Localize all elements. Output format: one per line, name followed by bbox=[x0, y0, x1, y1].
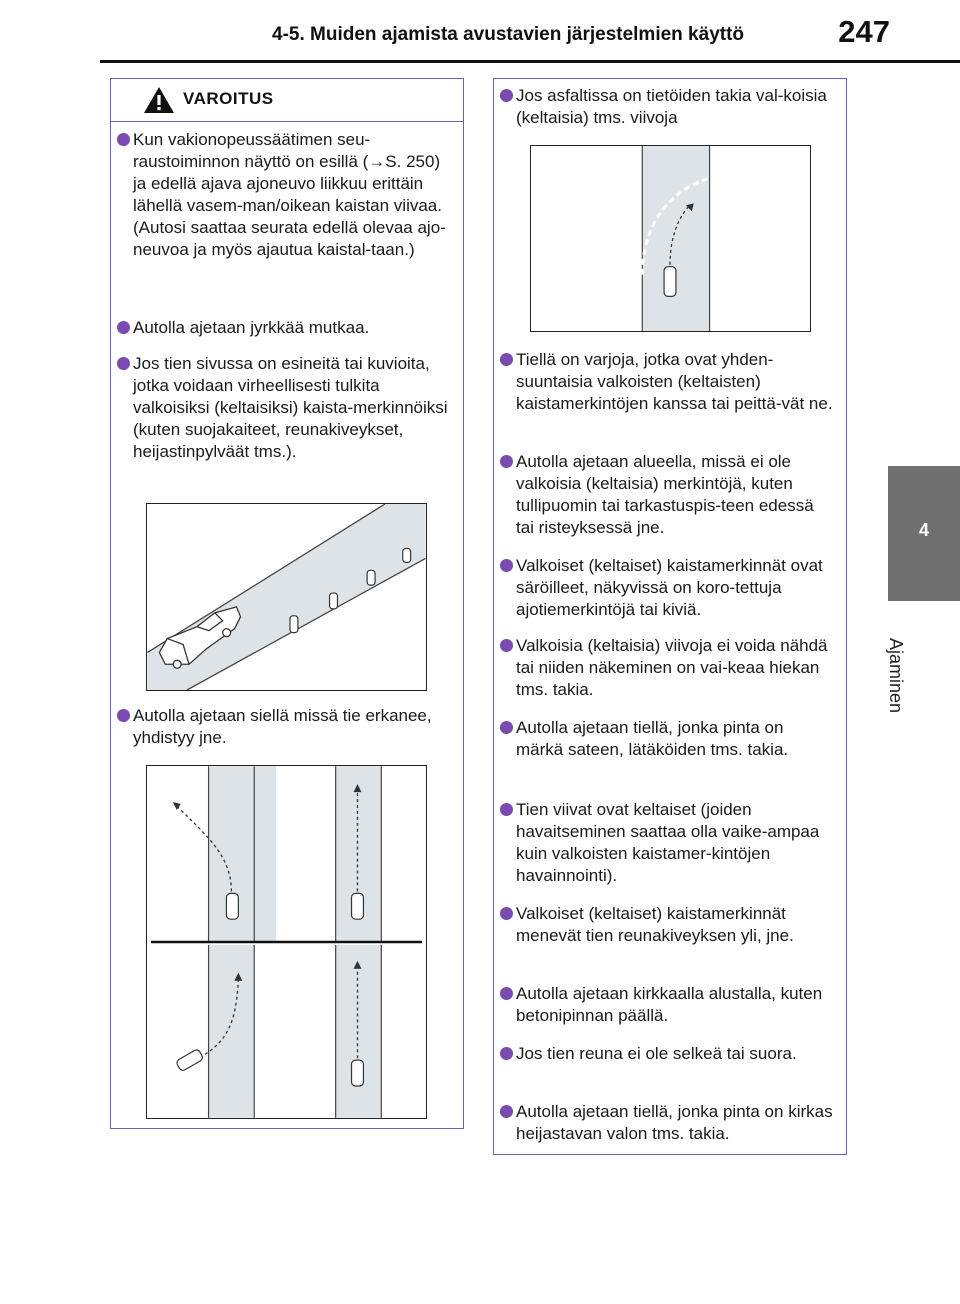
warning-panel-left bbox=[110, 78, 464, 1129]
list-item bbox=[516, 903, 834, 947]
list-item bbox=[133, 705, 451, 749]
bullet-icon bbox=[500, 987, 513, 1000]
chapter-number: 4 bbox=[918, 520, 929, 540]
list-item-text: Tiellä on varjoja, jotka ovat yhden-suuntaisia valkoisten (keltaisten) kaistamerkintöjen kanssa tai peittä-vät ne. bbox=[516, 350, 833, 413]
bullet-icon bbox=[500, 455, 513, 468]
list-item-text: Autolla ajetaan tiellä, jonka pinta on märkä sateen, lätäköiden tms. takia. bbox=[516, 718, 789, 759]
bullet-icon bbox=[117, 357, 130, 370]
bullet-icon bbox=[500, 1105, 513, 1118]
list-item-text: Jos tien sivussa on esineitä tai kuvioita, jotka voidaan virheellisesti tulkita valkoisiksi (keltaisiksi) kaista-merkinnöiksi (kuten suojakaiteet, reunakiveykset, heijastinpylväät tms.). bbox=[133, 354, 448, 461]
list-item bbox=[516, 635, 834, 701]
list-item-text: Autolla ajetaan tiellä, jonka pinta on kirkas heijastavan valon tms. takia. bbox=[516, 1102, 833, 1143]
list-item bbox=[516, 983, 834, 1027]
list-item bbox=[516, 85, 834, 129]
list-item-text: Autolla ajetaan siellä missä tie erkanee, yhdistyy jne. bbox=[133, 706, 432, 747]
bullet-icon bbox=[500, 639, 513, 652]
list-item-text: Jos asfaltissa on tietöiden takia val-koisia (keltaisia) tms. viivoja bbox=[516, 86, 827, 127]
list-item bbox=[516, 717, 834, 761]
list-item-text: Valkoisia (keltaisia) viivoja ei voida nähdä tai niiden näkeminen on vai-keaa hiekan tms. takia. bbox=[516, 636, 828, 699]
bullet-icon bbox=[500, 89, 513, 102]
list-item bbox=[133, 129, 451, 261]
warning-header bbox=[111, 79, 463, 122]
bullet-icon bbox=[500, 907, 513, 920]
list-item bbox=[516, 1101, 834, 1145]
warning-label: VAROITUS bbox=[183, 89, 274, 108]
bullet-icon bbox=[500, 721, 513, 734]
asphalt-lines-illustration bbox=[530, 145, 811, 332]
road-split-merge-illustration bbox=[146, 765, 427, 1119]
list-item bbox=[516, 799, 834, 887]
roadside-poles-illustration bbox=[146, 503, 427, 691]
list-item bbox=[133, 353, 451, 463]
list-item-text: Autolla ajetaan jyrkkää mutkaa. bbox=[133, 318, 370, 337]
list-item-text: Autolla ajetaan kirkkaalla alustalla, kuten betonipinnan päällä. bbox=[516, 984, 823, 1025]
list-item bbox=[516, 451, 834, 539]
list-item bbox=[516, 349, 834, 415]
list-item-text: Autolla ajetaan alueella, missä ei ole valkoisia (keltaisia) merkintöjä, kuten tullipuomin tai tarkastuspis-teen edessä tai risteyksessä jne. bbox=[516, 452, 814, 537]
list-item-text: Valkoiset (keltaiset) kaistamerkinnät ovat säröilleet, näkyvissä on koro-tettuja ajotiemerkintöjä tai kiviä. bbox=[516, 556, 823, 619]
list-item bbox=[133, 317, 451, 339]
bullet-icon bbox=[117, 321, 130, 334]
list-item-text: Kun vakionopeussäätimen seu-raustoiminnon näyttö on esillä (→S. 250) ja edellä ajava ajoneuvo liikkuu erittäin lähellä vasem-man/oikean kaistan viivaa. (Autosi saattaa seurata edellä olevaa ajo-neuvoa ja myös ajautua kaistal-taan.) bbox=[133, 130, 446, 259]
list-item-text: Tien viivat ovat keltaiset (joiden havaitseminen saattaa olla vaike-ampaa kuin valkoisten kaistamer-kintöjen havainnointi). bbox=[516, 800, 820, 885]
bullet-icon bbox=[117, 133, 130, 146]
list-item-text: Jos tien reuna ei ole selkeä tai suora. bbox=[516, 1044, 797, 1063]
bullet-icon bbox=[500, 559, 513, 572]
section-title: 4-5. Muiden ajamista avustavien järjestelmien käyttö bbox=[272, 24, 745, 45]
warning-panel-right bbox=[493, 78, 847, 1155]
warning-triangle-icon bbox=[143, 86, 175, 114]
bullet-icon bbox=[117, 709, 130, 722]
list-item bbox=[516, 555, 834, 621]
list-item-text: Valkoiset (keltaiset) kaistamerkinnät menevät tien reunakiveyksen yli, jne. bbox=[516, 904, 794, 945]
chapter-title: Ajaminen bbox=[886, 638, 906, 714]
header-rule bbox=[100, 60, 960, 63]
bullet-icon bbox=[500, 1047, 513, 1060]
list-item bbox=[516, 1043, 834, 1065]
bullet-icon bbox=[500, 353, 513, 366]
bullet-icon bbox=[500, 803, 513, 816]
page-number: 247 bbox=[838, 14, 890, 49]
